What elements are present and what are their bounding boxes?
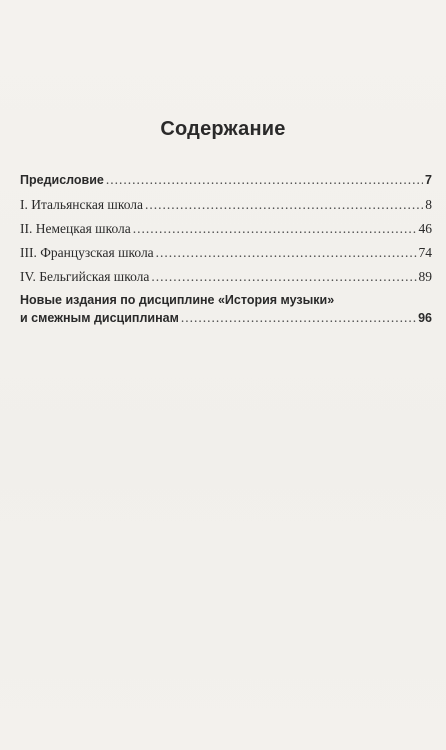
toc-entry-title-line1: Новые издания по дисциплине «История музыки» xyxy=(20,293,335,307)
toc-dot-leader xyxy=(145,196,423,213)
page-title: Содержание xyxy=(160,118,286,140)
toc-page-number: 74 xyxy=(418,245,432,260)
toc-entry-german-school[interactable] xyxy=(20,220,432,237)
toc-entry-title: I. Итальянская школа xyxy=(20,197,143,212)
toc-entry-french-school[interactable] xyxy=(20,244,432,261)
toc-entry-belgian-school[interactable] xyxy=(20,268,432,285)
toc-entry-italian-school[interactable] xyxy=(20,196,432,213)
toc-entry-title: Предисловие xyxy=(20,173,104,187)
toc-entry-preface[interactable] xyxy=(20,171,432,189)
table-of-contents xyxy=(20,171,432,334)
toc-dot-leader xyxy=(181,309,416,326)
toc-entry-title: II. Немецкая школа xyxy=(20,221,131,236)
toc-entry-title: IV. Бельгийская школа xyxy=(20,269,150,284)
toc-entry-new-editions[interactable] xyxy=(20,292,432,327)
toc-dot-leader xyxy=(133,220,417,237)
toc-page-number: 7 xyxy=(425,173,432,187)
toc-page-number: 8 xyxy=(425,197,432,212)
toc-entry-title-line2: и смежным дисциплинам xyxy=(20,311,179,325)
toc-dot-leader xyxy=(151,268,416,285)
toc-page-number: 46 xyxy=(418,221,432,236)
toc-page-number: 96 xyxy=(418,311,432,325)
toc-dot-leader xyxy=(156,244,417,261)
toc-entry-title: III. Французская школа xyxy=(20,245,154,260)
toc-dot-leader xyxy=(106,171,423,188)
toc-page-number: 89 xyxy=(418,269,432,284)
